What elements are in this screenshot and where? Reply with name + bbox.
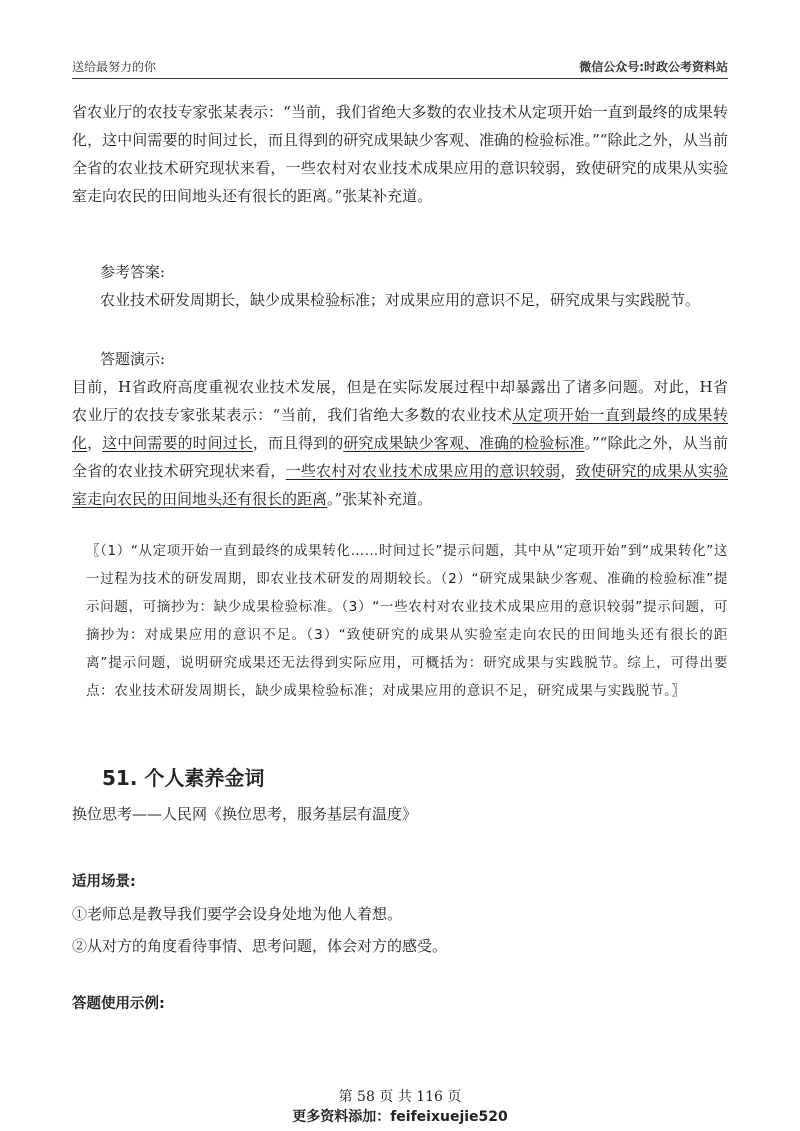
- reference-text: 农业技术研发周期长，缺少成果检验标准；对成果应用的意识不足，研究成果与实践脱节。: [100, 291, 701, 309]
- header-left-text: 送给最努力的你: [72, 60, 157, 74]
- demo-label: 答题演示:: [100, 350, 166, 368]
- demo-block: [72, 345, 728, 513]
- header-right-text: 微信公众号:时政公考资料站: [579, 60, 728, 74]
- demo-text-4: 。”“除此之外，从当前全省的农业技术研究现状来看，: [72, 434, 728, 480]
- demo-text-1: 目前，H省政府高度重视农业技术发展，但是在实际发展过程中却暴露出了诸多问题。对此，H省农业厅的农技专家张某表示：“当前，我们省绝大多数的农业技术: [72, 378, 728, 424]
- page-number: 第 58 页 共 116 页: [338, 1089, 462, 1105]
- demo-text-5: ，: [560, 462, 576, 480]
- intro-block: [72, 98, 728, 210]
- demo-underline-2: 这中间需要的时间过长: [102, 434, 253, 452]
- page-header: [72, 58, 728, 79]
- demo-text-2: ，: [87, 434, 103, 452]
- demo-underline-5: 致使研究的成果从实验室走向农民的田间地头还有很长的距离: [72, 462, 728, 508]
- scenarios-block: [72, 868, 728, 960]
- section-block: [72, 800, 728, 828]
- demo-underline-1: 从定项开始一直到最终的成果转化: [72, 406, 728, 452]
- example-block: [72, 990, 728, 1018]
- footer-contact: 更多资料添加：feifeixuejie520: [292, 1109, 508, 1125]
- analysis-text: 〖（1）“从定项开始一直到最终的成果转化……时间过长”提示问题，其中从“定项开始”到“成果转化”这一过程为技术的研发周期，即农业技术研发的周期较长。（2）“研究成果缺少客观、准确的检验标准”提示问题，可摘抄为：缺少成果检验标准。（3）“一些农村对农业技术成果应用的意识较弱”提示问题，可摘抄为：对成果应用的意识不足。（3）“致使研究的成果从实验室走向农民的田间地头还有很长的距离”提示问题，说明研究成果还无法得到实际应用，可概括为：研究成果与实践脱节。综上，可得出要点：农业技术研发周期长，缺少成果检验标准；对成果应用的意识不足，研究成果与实践脱节。〗: [86, 543, 728, 699]
- section-title: 51. 个人素养金词: [102, 766, 265, 790]
- demo-underline-4: 一些农村对农业技术成果应用的意识较弱: [285, 462, 561, 480]
- demo-underline-3: 研究成果缺少客观、准确的检验标准: [343, 434, 585, 452]
- scenarios-label: 适用场景:: [72, 874, 136, 890]
- scenario-item-2: ②从对方的角度看待事情、思考问题，体会对方的感受。: [72, 937, 448, 955]
- demo-paragraph: [72, 373, 728, 513]
- intro-paragraph: 省农业厅的农技专家张某表示：“当前，我们省绝大多数的农业技术从定项开始一直到最终的成果转化，这中间需要的时间过长，而且得到的研究成果缺少客观、准确的检验标准。”“除此之外，从当前全省的农业技术研究现状来看，一些农村对农业技术成果应用的意识较弱，致使研究的成果从实验室走向农民的田间地头还有很长的距离。”张某补充道。: [72, 103, 728, 205]
- reference-block: [72, 258, 728, 314]
- demo-text-6: 。”张某补充道。: [327, 490, 433, 508]
- scenario-item-1: ①老师总是教导我们要学会设身处地为他人着想。: [72, 905, 403, 923]
- analysis-block: [86, 537, 728, 705]
- demo-text-3: ，而且得到的: [252, 434, 344, 452]
- reference-label: 参考答案:: [100, 263, 166, 281]
- example-label: 答题使用示例:: [72, 996, 165, 1012]
- section-subtitle: 换位思考——人民网《换位思考，服务基层有温度》: [72, 805, 418, 823]
